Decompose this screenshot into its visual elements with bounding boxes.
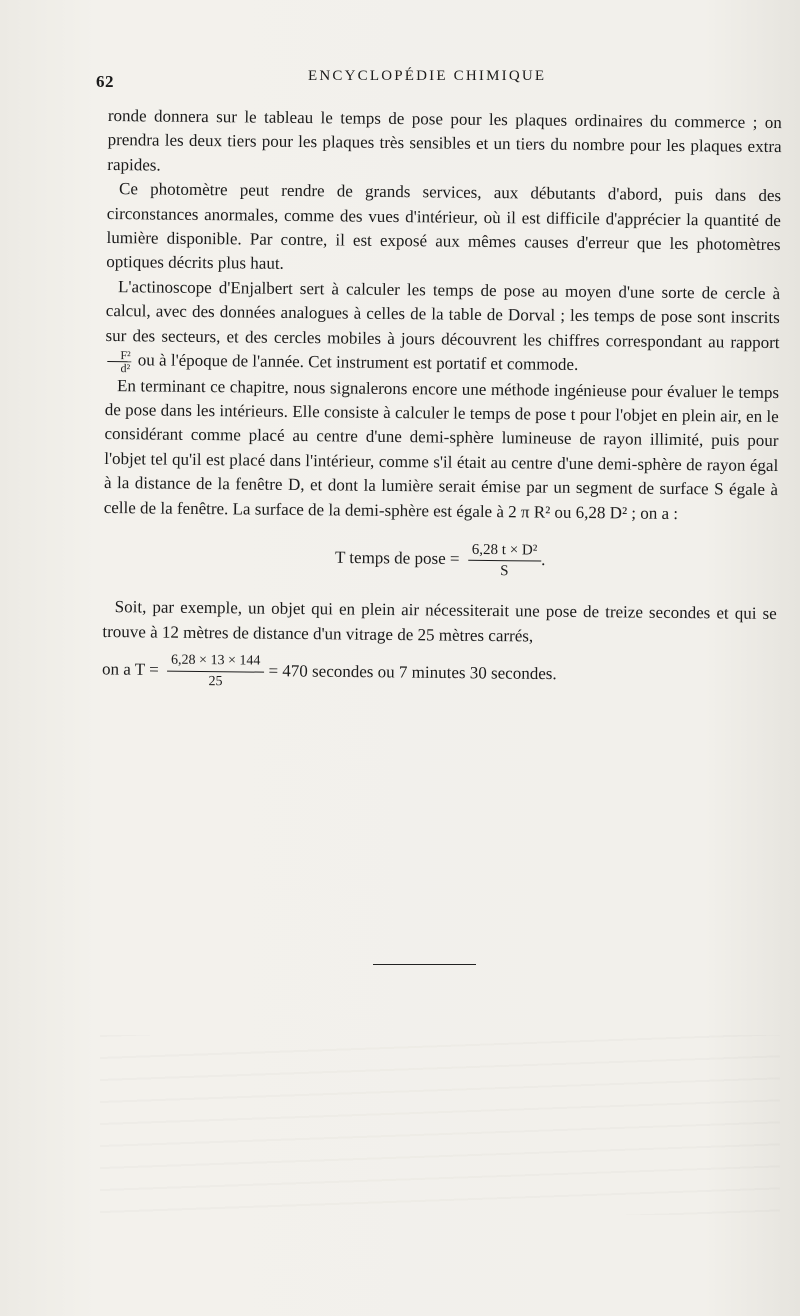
calculation-result: = 470 secondes ou 7 minutes 30 secondes. (268, 661, 557, 684)
paragraph-3 (105, 275, 780, 381)
calculation-lhs: on a T = (101, 659, 159, 679)
calculation-denominator: 25 (208, 673, 223, 690)
calculation-fraction (167, 651, 265, 693)
calculation-numerator: 6,28 × 13 × 144 (167, 651, 265, 673)
running-title: ENCYCLOPÉDIE CHIMIQUE (308, 68, 547, 84)
body-text (102, 104, 782, 698)
formula-denominator: S (500, 563, 509, 580)
ratio-numerator: F² (107, 349, 131, 362)
formula-lhs: T temps de pose = (334, 547, 460, 569)
example-calculation (102, 650, 776, 698)
bleed-through-shadow (100, 1035, 780, 1215)
paragraph-3-text-before: L'actinoscope d'Enjalbert sert à calculer les temps de pose au moyen d'une sorte de cercle à calcul, avec des données analogues à celles de la table de Dorval ; les temps de pose sont inscrits sur des secteurs, et des cercles mobiles à jours découvrent les chiffres correspondant au rapport (105, 276, 781, 352)
paragraph-3-text-after: ou à l'époque de l'année. Cet instrument est portatif et commode. (137, 350, 579, 375)
formula-numerator: 6,28 t × D² (468, 540, 542, 562)
ratio-fraction (107, 349, 132, 374)
paragraph-5: Soit, par exemple, un objet qui en plein air nécessiterait une pose de treize secondes et qui se trouve à 12 mètres de distance d'un vitrage de 25 mètres carrés, (102, 597, 777, 645)
ratio-denominator: d² (120, 360, 131, 375)
paragraph-1: ronde donnera sur le tableau le temps de pose pour les plaques ordinaires du commerce ; on prendra les deux tiers pour les plaques très sensibles et un tiers du nombre pour les plaques extra rapides. (107, 105, 782, 175)
section-end-rule (373, 964, 476, 965)
exposure-formula (103, 536, 777, 584)
paragraph-4: En terminant ce chapitre, nous signalerons encore une méthode ingénieuse pour évaluer le temps de pose dans les intérieurs. Elle consiste à calculer le temps de pose t pour l'objet en plein air, en le considérant comme placé au centre d'une demi-sphère lumineuse de rayon illimité, puis pour l'objet tel qu'il est placé dans l'intérieur, comme s'il était au centre d'une demi-sphère de rayon égal à la distance de la fenêtre D, et dont la lumière serait émise par un segment de surface S égale à celle de la fenêtre. La surface de la demi-sphère est égale à 2 π R² ou 6,28 D² ; on a : (103, 375, 780, 523)
formula-fraction (468, 540, 542, 582)
page-number: 62 (96, 72, 114, 91)
formula-end: . (541, 550, 546, 570)
page-header (96, 68, 778, 92)
paragraph-2: Ce photomètre peut rendre de grands services, aux débutants d'abord, puis dans des circonstances anormales, comme des vues d'intérieur, où il est difficile d'apprécier la quantité de lumière disponible. Par contre, il est exposé aux mêmes causes d'erreur que les photomètres optiques décrits plus haut. (106, 179, 782, 274)
